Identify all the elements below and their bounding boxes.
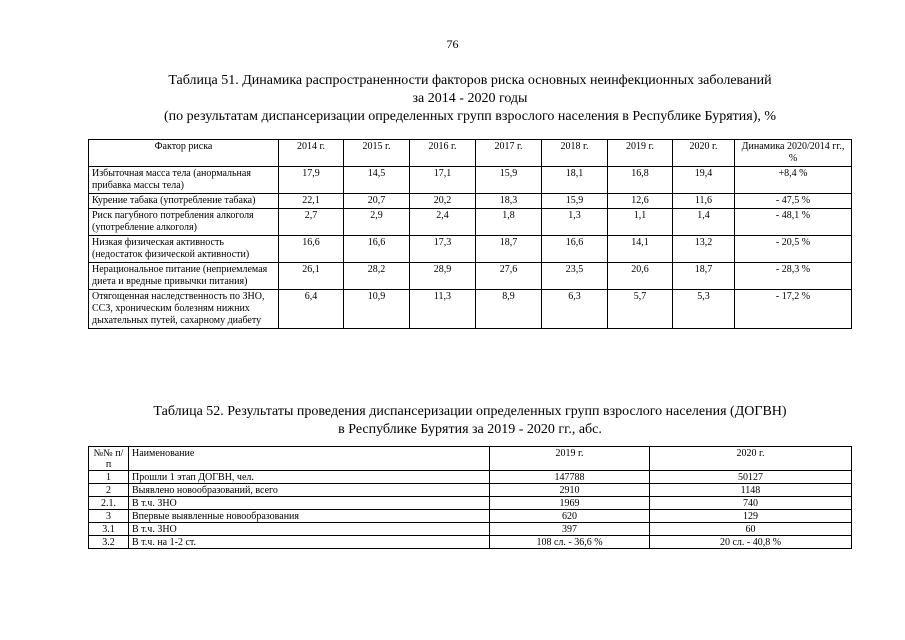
column-header: Фактор риска bbox=[89, 140, 279, 167]
table-51-title-line: за 2014 - 2020 годы bbox=[412, 91, 528, 106]
value-cell: 17,9 bbox=[279, 167, 344, 194]
risk-factor-cell: Низкая физическая активность (недостаток физической активности) bbox=[89, 236, 279, 263]
value-cell: 20,2 bbox=[410, 194, 476, 209]
year-2020-cell: 60 bbox=[650, 523, 852, 536]
value-cell: 16,6 bbox=[279, 236, 344, 263]
value-cell: 15,9 bbox=[542, 194, 608, 209]
table-52-title-line: в Республике Бурятия за 2019 - 2020 гг., абс. bbox=[338, 422, 602, 437]
value-cell: 11,6 bbox=[673, 194, 735, 209]
table-51-title bbox=[80, 72, 860, 126]
column-header: 2018 г. bbox=[542, 140, 608, 167]
table-row bbox=[89, 523, 852, 536]
table-51-title-line: Таблица 51. Динамика распространенности факторов риска основных неинфекционных заболеваний bbox=[168, 73, 772, 88]
value-cell: 1,1 bbox=[608, 209, 673, 236]
table-row bbox=[89, 536, 852, 549]
table-row bbox=[89, 484, 852, 497]
value-cell: 2,4 bbox=[410, 209, 476, 236]
value-cell: 13,2 bbox=[673, 236, 735, 263]
column-header: 2014 г. bbox=[279, 140, 344, 167]
value-cell: 20,6 bbox=[608, 263, 673, 290]
value-cell: 14,1 bbox=[608, 236, 673, 263]
value-cell: 27,6 bbox=[476, 263, 542, 290]
value-cell: 18,7 bbox=[476, 236, 542, 263]
value-cell: 23,5 bbox=[542, 263, 608, 290]
page-number: 76 bbox=[446, 37, 459, 51]
table-52-title bbox=[80, 403, 860, 439]
year-2019-cell: 108 сл. - 36,6 % bbox=[490, 536, 650, 549]
table-row bbox=[89, 497, 852, 510]
name-cell: В т.ч. на 1-2 ст. bbox=[129, 536, 490, 549]
value-cell: 18,3 bbox=[476, 194, 542, 209]
value-cell: 17,1 bbox=[410, 167, 476, 194]
year-2019-cell: 1969 bbox=[490, 497, 650, 510]
dynamics-cell: - 28,3 % bbox=[735, 263, 852, 290]
row-number-cell: 3 bbox=[89, 510, 129, 523]
table-row bbox=[89, 194, 852, 209]
table-52-title-line: Таблица 52. Результаты проведения диспансеризации определенных групп взрослого населения (ДОГВН) bbox=[153, 404, 787, 419]
year-2020-cell: 1148 bbox=[650, 484, 852, 497]
table-row bbox=[89, 471, 852, 484]
table-row bbox=[89, 167, 852, 194]
column-header: 2020 г. bbox=[673, 140, 735, 167]
value-cell: 2,9 bbox=[344, 209, 410, 236]
column-header: Динамика 2020/2014 гг., % bbox=[735, 140, 852, 167]
value-cell: 1,3 bbox=[542, 209, 608, 236]
row-number-cell: 2 bbox=[89, 484, 129, 497]
risk-factor-cell: Избыточная масса тела (анормальная прибавка массы тела) bbox=[89, 167, 279, 194]
value-cell: 5,7 bbox=[608, 290, 673, 329]
value-cell: 17,3 bbox=[410, 236, 476, 263]
risk-factor-cell: Риск пагубного потребления алкоголя (употребление алкоголя) bbox=[89, 209, 279, 236]
column-header: 2019 г. bbox=[490, 447, 650, 471]
value-cell: 16,8 bbox=[608, 167, 673, 194]
column-header: №№ п/п bbox=[89, 447, 129, 471]
table-row bbox=[89, 209, 852, 236]
dynamics-cell: +8,4 % bbox=[735, 167, 852, 194]
column-header: 2015 г. bbox=[344, 140, 410, 167]
table-row bbox=[89, 510, 852, 523]
risk-factor-cell: Курение табака (употребление табака) bbox=[89, 194, 279, 209]
column-header: 2020 г. bbox=[650, 447, 852, 471]
value-cell: 20,7 bbox=[344, 194, 410, 209]
name-cell: В т.ч. ЗНО bbox=[129, 523, 490, 536]
table-row bbox=[89, 290, 852, 329]
value-cell: 26,1 bbox=[279, 263, 344, 290]
value-cell: 1,4 bbox=[673, 209, 735, 236]
table-row bbox=[89, 263, 852, 290]
value-cell: 28,9 bbox=[410, 263, 476, 290]
name-cell: Прошли 1 этап ДОГВН, чел. bbox=[129, 471, 490, 484]
risk-factors-table bbox=[88, 139, 852, 329]
dynamics-cell: - 48,1 % bbox=[735, 209, 852, 236]
value-cell: 19,4 bbox=[673, 167, 735, 194]
value-cell: 8,9 bbox=[476, 290, 542, 329]
year-2019-cell: 147788 bbox=[490, 471, 650, 484]
dynamics-cell: - 47,5 % bbox=[735, 194, 852, 209]
value-cell: 5,3 bbox=[673, 290, 735, 329]
year-2020-cell: 20 сл. - 40,8 % bbox=[650, 536, 852, 549]
name-cell: В т.ч. ЗНО bbox=[129, 497, 490, 510]
value-cell: 22,1 bbox=[279, 194, 344, 209]
name-cell: Выявлено новообразований, всего bbox=[129, 484, 490, 497]
column-header: 2019 г. bbox=[608, 140, 673, 167]
row-number-cell: 3.2 bbox=[89, 536, 129, 549]
name-cell: Впервые выявленные новообразования bbox=[129, 510, 490, 523]
dynamics-cell: - 17,2 % bbox=[735, 290, 852, 329]
table-51-title-line: (по результатам диспансеризации определенных групп взрослого населения в Республике Бурятия), % bbox=[163, 109, 777, 124]
year-2020-cell: 50127 bbox=[650, 471, 852, 484]
column-header: 2017 г. bbox=[476, 140, 542, 167]
table-header-row bbox=[89, 140, 852, 167]
dispensarization-results-table bbox=[88, 446, 852, 549]
value-cell: 11,3 bbox=[410, 290, 476, 329]
year-2019-cell: 397 bbox=[490, 523, 650, 536]
year-2019-cell: 2910 bbox=[490, 484, 650, 497]
year-2020-cell: 129 bbox=[650, 510, 852, 523]
column-header: 2016 г. bbox=[410, 140, 476, 167]
value-cell: 6,4 bbox=[279, 290, 344, 329]
value-cell: 1,8 bbox=[476, 209, 542, 236]
value-cell: 28,2 bbox=[344, 263, 410, 290]
value-cell: 18,1 bbox=[542, 167, 608, 194]
row-number-cell: 2.1. bbox=[89, 497, 129, 510]
value-cell: 10,9 bbox=[344, 290, 410, 329]
value-cell: 18,7 bbox=[673, 263, 735, 290]
value-cell: 16,6 bbox=[542, 236, 608, 263]
value-cell: 12,6 bbox=[608, 194, 673, 209]
risk-factor-cell: Отягощенная наследственность по ЗНО, ССЗ, хроническим болезням нижних дыхательных путей, сахарному диабету bbox=[89, 290, 279, 329]
value-cell: 6,3 bbox=[542, 290, 608, 329]
column-header: Наименование bbox=[129, 447, 490, 471]
year-2019-cell: 620 bbox=[490, 510, 650, 523]
table-header-row bbox=[89, 447, 852, 471]
dynamics-cell: - 20,5 % bbox=[735, 236, 852, 263]
value-cell: 16,6 bbox=[344, 236, 410, 263]
table-row bbox=[89, 236, 852, 263]
row-number-cell: 3.1 bbox=[89, 523, 129, 536]
row-number-cell: 1 bbox=[89, 471, 129, 484]
year-2020-cell: 740 bbox=[650, 497, 852, 510]
value-cell: 2,7 bbox=[279, 209, 344, 236]
value-cell: 15,9 bbox=[476, 167, 542, 194]
value-cell: 14,5 bbox=[344, 167, 410, 194]
risk-factor-cell: Нерациональное питание (неприемлемая диета и вредные привычки питания) bbox=[89, 263, 279, 290]
